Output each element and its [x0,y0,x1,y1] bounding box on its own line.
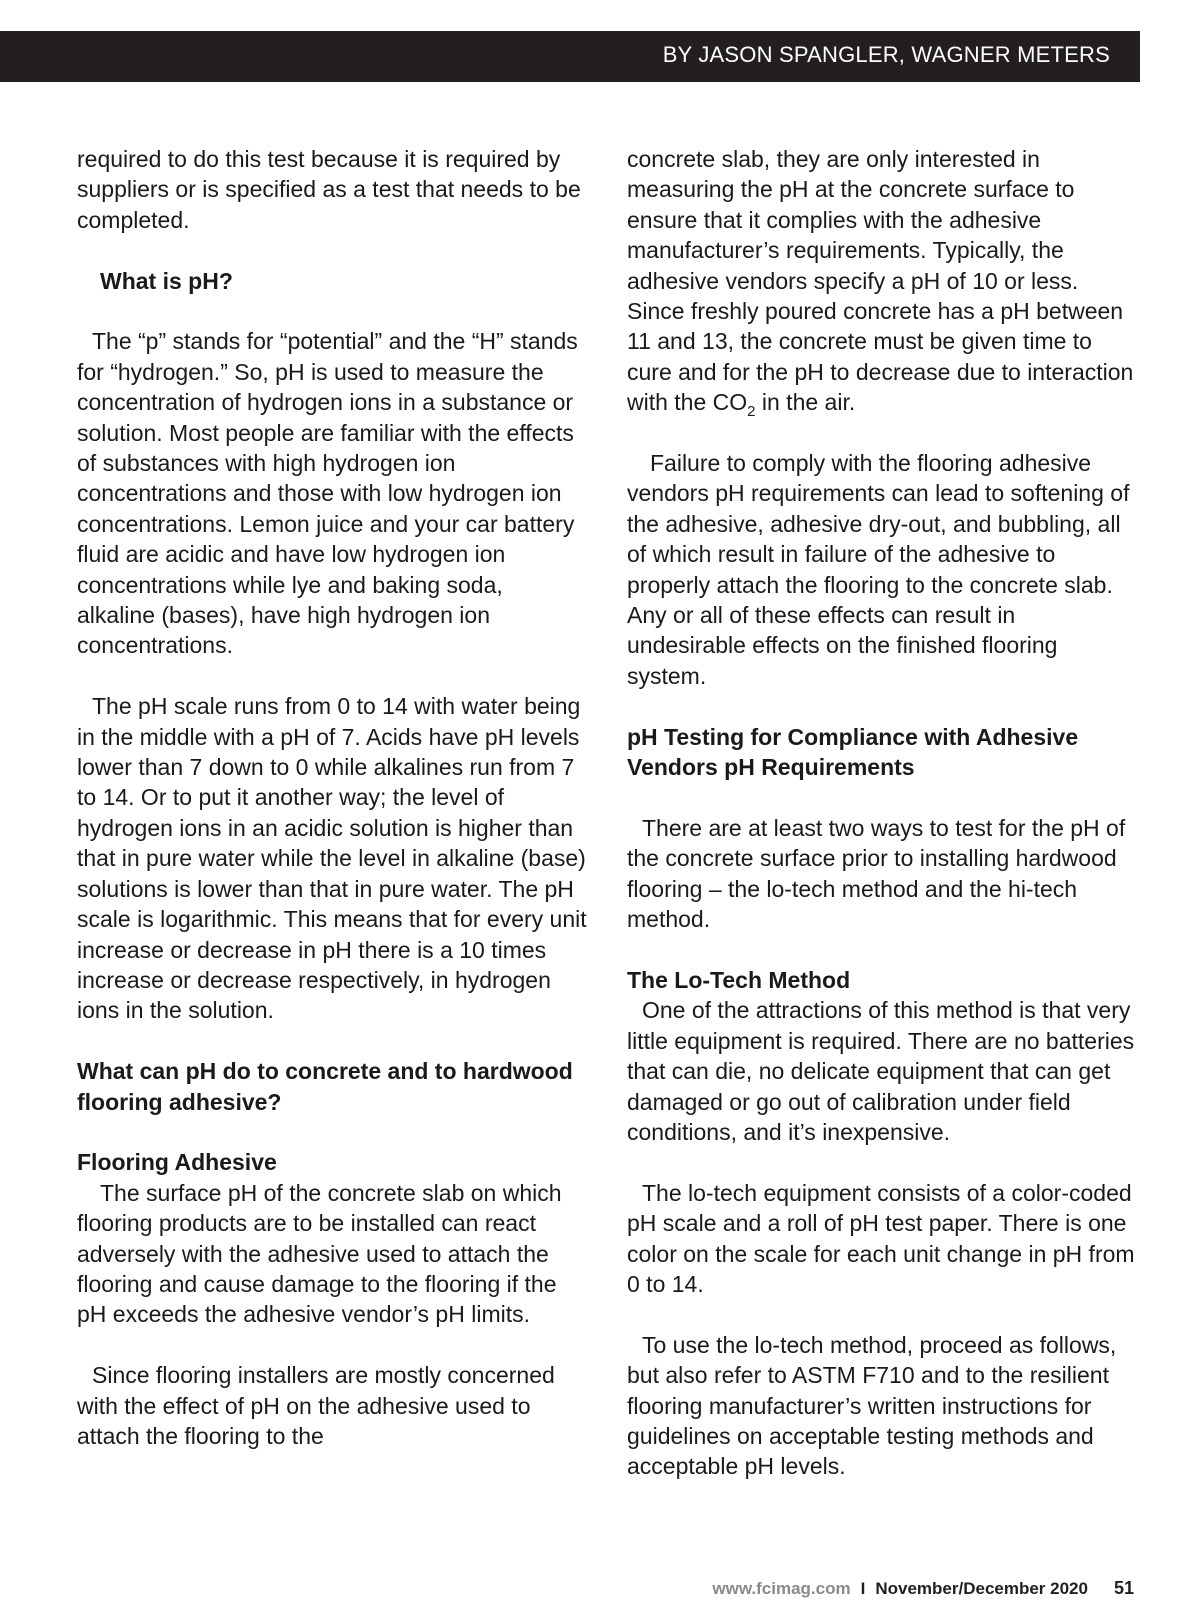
paragraph-text-end: in the air. [755,389,856,416]
right-column [627,144,1137,1482]
heading-ph-testing: pH Testing for Compliance with Adhesive Vendors pH Requirements [627,723,1079,781]
paragraph: One of the attractions of this method is that very little equipment is required. There are no batteries that can die, no delicate equipment that can get damaged or go out of calibration under field conditions, and it’s inexpensive. [627,997,1135,1145]
heading-what-is-ph: What is pH? [100,267,233,294]
footer-separator: I [860,1579,866,1598]
paragraph: Since flooring installers are mostly concerned with the effect of pH on the adhesive used to attach the flooring to the [77,1362,555,1449]
page-number: 51 [1113,1578,1134,1598]
paragraph: The surface pH of the concrete slab on which flooring products are to be installed can react adversely with the adhesive used to attach the flooring and cause damage to the flooring if the pH exceeds the adhesive vendor’s pH limits. [77,1179,562,1328]
paragraph: The “p” stands for “potential” and the “H” stands for “hydrogen.” So, pH is used to measure the concentration of hydrogen ions in a substance or solution. Most people are familiar with the effects of substances with high hydrogen ion concentrations and those with low hydrogen ion concentrations. Lemon juice and your car battery fluid are acidic and have low hydrogen ion concentrations while lye and baking soda, alkaline (bases), have high hydrogen ion concentrations. [77,328,578,659]
paragraph: To use the lo-tech method, proceed as follows, but also refer to ASTM F710 and to the resilient flooring manufacturer’s written instructions for guidelines on acceptable testing methods and acceptable pH levels. [627,1331,1117,1480]
heading-flooring-adhesive: Flooring Adhesive [77,1149,277,1176]
co2-subscript: 2 [747,403,756,421]
paragraph-text: concrete slab, they are only interested in measuring the pH at the concrete surface to ensure that it complies with the adhesive manufacturer’s requirements. Typically, the adhesive vendors specify a pH of 10 or less. Since freshly poured concrete has a pH between 11 and 13, the concrete must be given time to cure and for the pH to decrease due to interaction with the CO [627,146,1134,416]
byline: BY JASON SPANGLER, WAGNER METERS [662,42,1110,67]
heading-lo-tech-method: The Lo-Tech Method [627,966,851,993]
paragraph: There are at least two ways to test for the pH of the concrete surface prior to installing hardwood flooring – the lo-tech method and the hi-tech method. [627,814,1126,933]
issue-date: November/December 2020 [875,1579,1088,1598]
paragraph: The pH scale runs from 0 to 14 with water being in the middle with a pH of 7. Acids have pH levels lower than 7 down to 0 while alkalines run from 7 to 14. Or to put it another way; the level of hydrogen ions in an acidic solution is higher than that in pure water while the level in alkaline (base) solutions is lower than that in pure water. The pH scale is logarithmic. This means that for every unit increase or decrease in pH there is a 10 times increase or decrease respectively, in hydrogen ions in the solution. [77,693,587,1024]
website-link[interactable]: www.fcimag.com [712,1579,851,1598]
paragraph: The lo-tech equipment consists of a color-coded pH scale and a roll of pH test paper. There is one color on the scale for each unit change in pH from 0 to 14. [627,1179,1135,1297]
page-footer [712,1578,1134,1599]
paragraph: Failure to comply with the flooring adhesive vendors pH requirements can lead to softening of the adhesive, adhesive dry-out, and bubbling, all of which result in failure of the adhesive to properly attach the flooring to the concrete slab. Any or all of these effects can result in undesirable effects on the finished flooring system. [627,450,1130,689]
paragraph: required to do this test because it is required by suppliers or is specified as a test that needs to be completed. [77,146,581,233]
left-column [77,144,587,1451]
heading-what-can-ph-do: What can pH do to concrete and to hardwood flooring adhesive? [77,1058,573,1115]
header-bar [0,31,1140,82]
paragraph [627,144,1137,421]
